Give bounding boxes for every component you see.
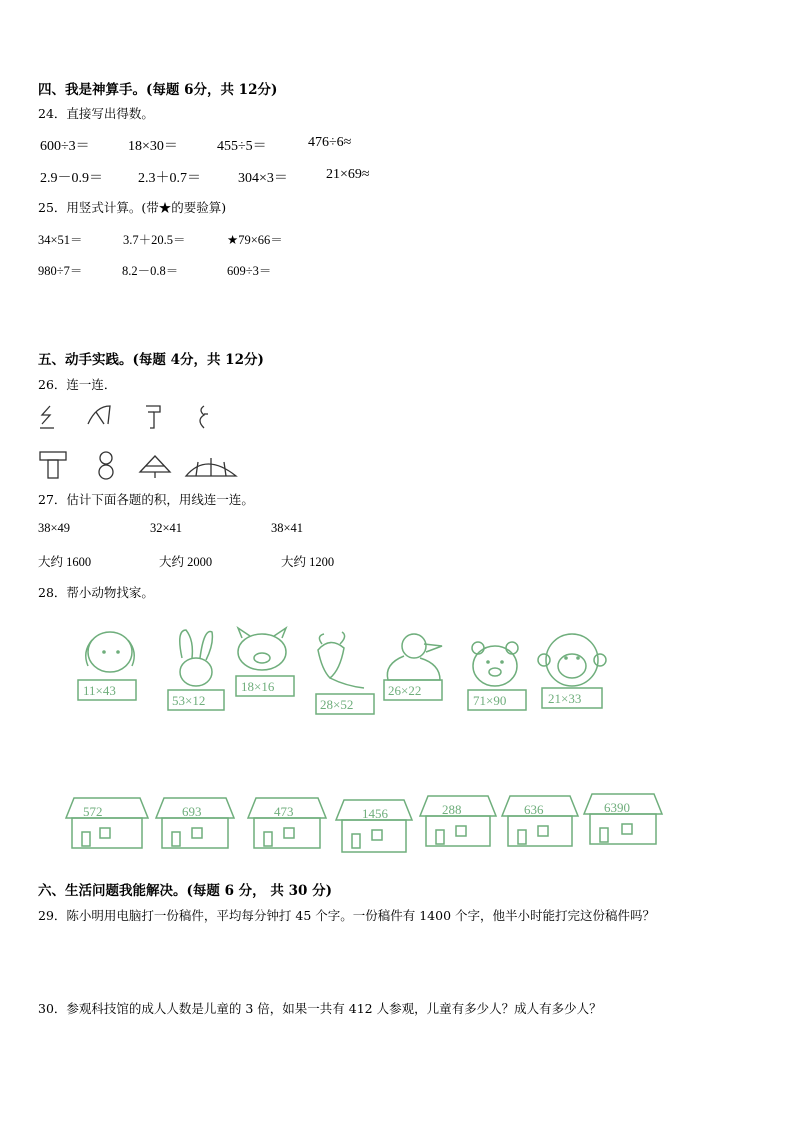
q25-expr: 980÷7＝ bbox=[38, 264, 83, 278]
q25-label: 25．用竖式计算。(带★的要验算) bbox=[38, 200, 227, 215]
house-icon bbox=[66, 798, 148, 848]
q28-label: 28．帮小动物找家。 bbox=[38, 585, 154, 600]
q27-estimate: 大约 1200 bbox=[281, 555, 335, 569]
animal-expr: 26×22 bbox=[388, 683, 422, 698]
q27-label: 27．估计下面各题的积，用线连一连。 bbox=[38, 492, 254, 507]
tent-icon bbox=[140, 456, 170, 478]
animal-expr: 11×43 bbox=[83, 683, 116, 698]
q27-expr: 32×41 bbox=[150, 521, 183, 535]
q24-expr: 2.3＋0.7＝ bbox=[138, 171, 201, 186]
animal-expr: 28×52 bbox=[320, 697, 354, 712]
section5-title: 五、动手实践。(每题 4分，共 12分) bbox=[38, 352, 264, 368]
partial-views-row bbox=[36, 402, 226, 434]
q27-estimate: 大约 1600 bbox=[38, 555, 92, 569]
house-number: 473 bbox=[274, 804, 294, 819]
q27-expr: 38×49 bbox=[38, 521, 71, 535]
q24-expr: 476÷6≈ bbox=[308, 135, 352, 150]
partial-umbrella-icon bbox=[88, 406, 110, 424]
q27-estimate: 大约 2000 bbox=[159, 555, 213, 569]
animal-expr: 71×90 bbox=[473, 693, 507, 708]
animal-expr: 53×12 bbox=[172, 693, 206, 708]
house-number: 6390 bbox=[604, 800, 630, 815]
partial-mushroom-icon bbox=[40, 406, 54, 428]
animal-expr: 18×16 bbox=[241, 679, 275, 694]
snowman-icon bbox=[99, 452, 113, 479]
q27-expr: 38×41 bbox=[271, 521, 304, 535]
q25-expr: 3.7＋20.5＝ bbox=[123, 233, 186, 247]
house-number: 636 bbox=[524, 802, 544, 817]
q24-expr: 21×69≈ bbox=[326, 167, 370, 182]
house-number: 1456 bbox=[362, 806, 388, 821]
house-number: 693 bbox=[182, 804, 202, 819]
q30-text: 30．参观科技馆的成人人数是儿童的 3 倍，如果一共有 412 人参观，儿童有多少人？成人有多少人？ bbox=[38, 1001, 602, 1016]
umbrella-dome-icon bbox=[186, 458, 236, 476]
q24-expr: 304×3＝ bbox=[238, 171, 288, 186]
q25-expr: ★79×66＝ bbox=[227, 233, 283, 247]
q24-expr: 455÷5＝ bbox=[217, 139, 267, 154]
partial-snowman-icon bbox=[200, 406, 208, 428]
full-objects-row bbox=[36, 448, 246, 482]
house-number: 572 bbox=[83, 804, 103, 819]
animal-expr: 21×33 bbox=[548, 691, 582, 706]
animals-houses-figure bbox=[0, 600, 793, 870]
q24-expr: 600÷3＝ bbox=[40, 139, 90, 154]
partial-tower-icon bbox=[146, 406, 160, 428]
section6-title: 六、生活问题我能解决。(每题 6 分， 共 30 分) bbox=[38, 883, 332, 899]
q24-expr: 2.9－0.9＝ bbox=[40, 171, 103, 186]
house-number: 288 bbox=[442, 802, 462, 817]
mushroom-table-icon bbox=[40, 452, 66, 478]
q25-expr: 34×51＝ bbox=[38, 233, 83, 247]
q24-expr: 18×30＝ bbox=[128, 139, 178, 154]
q24-label: 24．直接写出得数。 bbox=[38, 106, 154, 121]
section4-title: 四、我是神算手。(每题 6分，共 12分) bbox=[38, 82, 278, 98]
q26-label: 26．连一连． bbox=[38, 377, 117, 392]
q25-expr: 8.2－0.8＝ bbox=[122, 264, 179, 278]
q25-expr: 609÷3＝ bbox=[227, 264, 272, 278]
q29-text: 29．陈小明用电脑打一份稿件，平均每分钟打 45 个字。一份稿件有 1400 个字，他半小时能打完这份稿件吗？ bbox=[38, 908, 656, 923]
